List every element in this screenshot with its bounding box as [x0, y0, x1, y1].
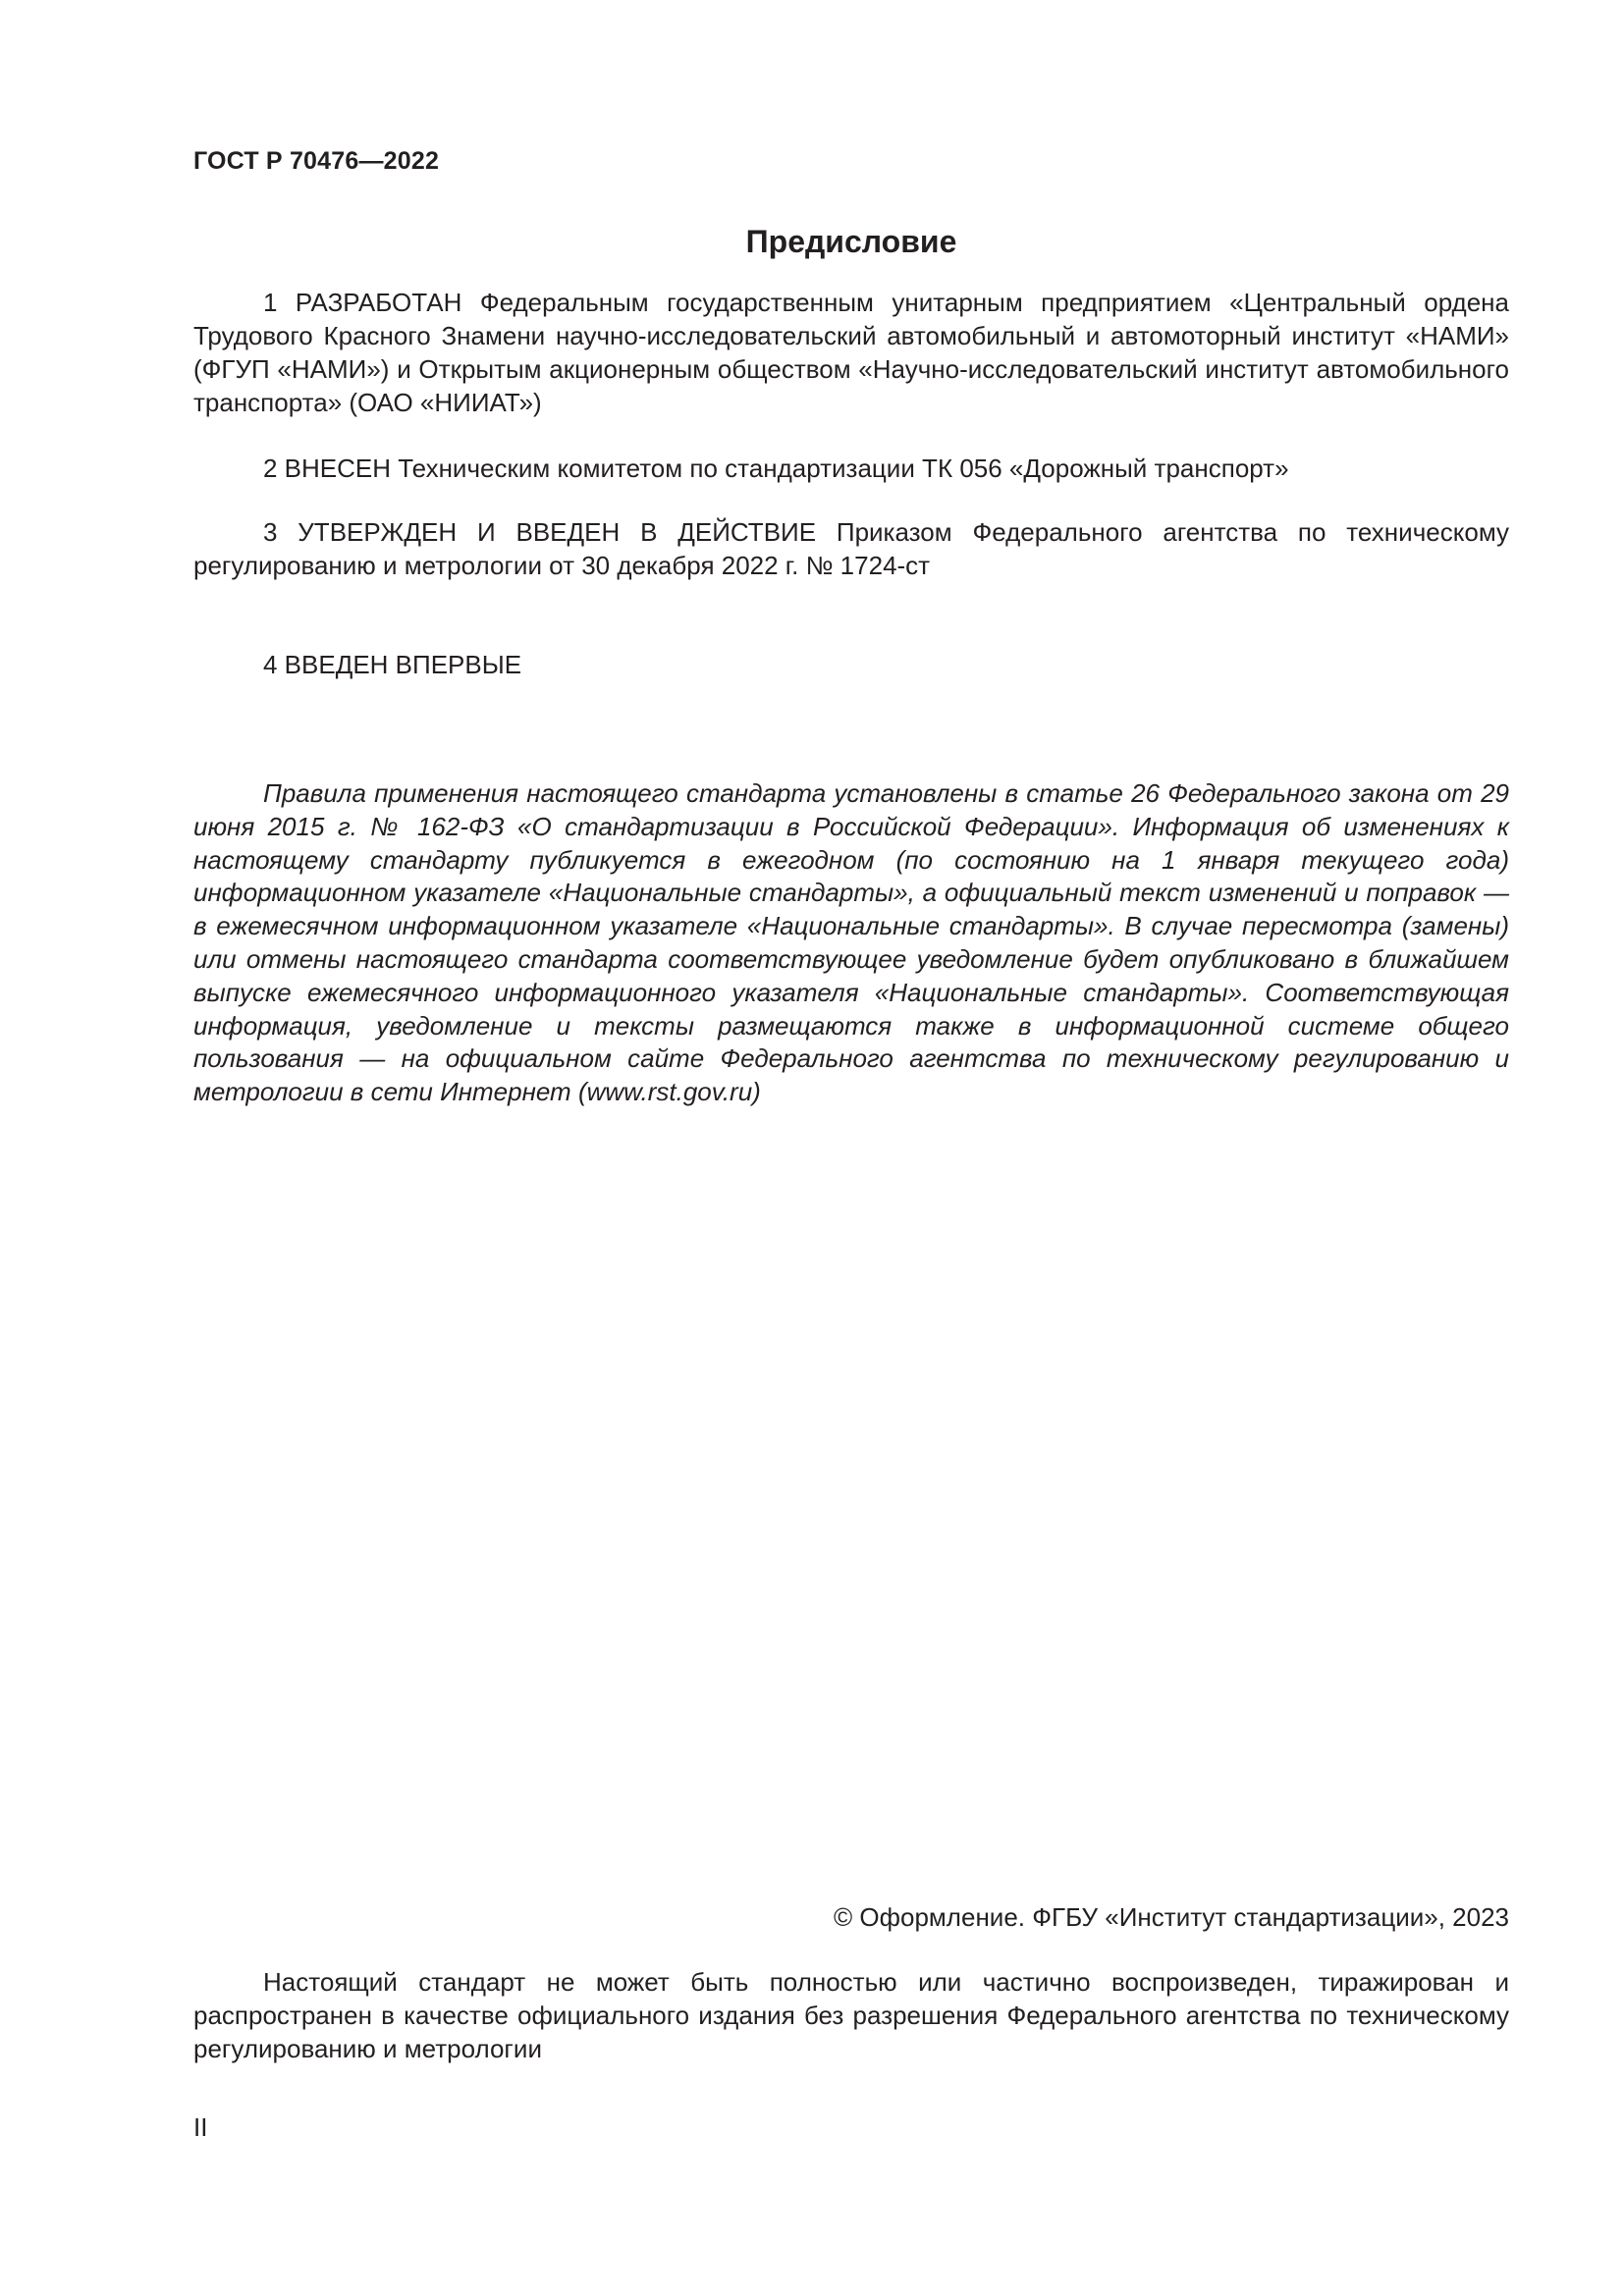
foreword-item-developed: 1 РАЗРАБОТАН Федеральным государственным унитарным предприятием «Центральный ордена Трудового Красного Знамени научно-исследовательский автомобильный и автомоторный институт «НАМИ» (ФГУП «НАМИ») и Открытым акционерным обществом «Научно-исследовательский институт автомобильного транспорта» (ОАО «НИИАТ»)	[193, 288, 1509, 417]
legal-notice: Правила применения настоящего стандарта установлены в статье 26 Федерального закона от 29 июня 2015 г. № 162-ФЗ «О стандартизации в Российской Федерации». Информация об изменениях к настоящему стандарту публикуется в ежегодном (по состоянию на 1 января текущего года) информационном указателе «Национальные стандарты», а официальный текст изменений и поправок — в ежемесячном информационном указателе «Национальные стандарты». В случае пересмотра (замены) или отмены настоящего стандарта соответствующее уведомление будет опубликовано в ближайшем выпуске ежемесячного информационного указателя «Национальные стандарты». Соответствующая информация, уведомление и тексты размещаются также в информационной системе общего пользования — на официальном сайте Федерального агентства по техническому регулированию и метрологии в сети Интернет (www.rst.gov.ru)	[193, 778, 1509, 1107]
foreword-item-first-introduced: 4 ВВЕДЕН ВПЕРВЫЕ	[263, 650, 522, 679]
page-number: II	[193, 2112, 208, 2142]
copyright-notice: © Оформление. ФГБУ «Институт стандартизации», 2023	[834, 1902, 1509, 1932]
section-title: Предисловие	[745, 224, 957, 259]
document-code: ГОСТ Р 70476—2022	[193, 147, 440, 175]
reproduction-notice: Настоящий стандарт не может быть полностью или частично воспроизведен, тиражирован и распространен в качестве официального издания без разрешения Федерального агентства по техническому регулированию и метрологии	[193, 1967, 1509, 2063]
foreword-item-approved: 3 УТВЕРЖДЕН И ВВЕДЕН В ДЕЙСТВИЕ Приказом Федерального агентства по техническому регулированию и метрологии от 30 декабря 2022 г. № 1724-ст	[193, 517, 1509, 580]
foreword-item-submitted: 2 ВНЕСЕН Техническим комитетом по стандартизации ТК 056 «Дорожный транспорт»	[263, 454, 1289, 483]
